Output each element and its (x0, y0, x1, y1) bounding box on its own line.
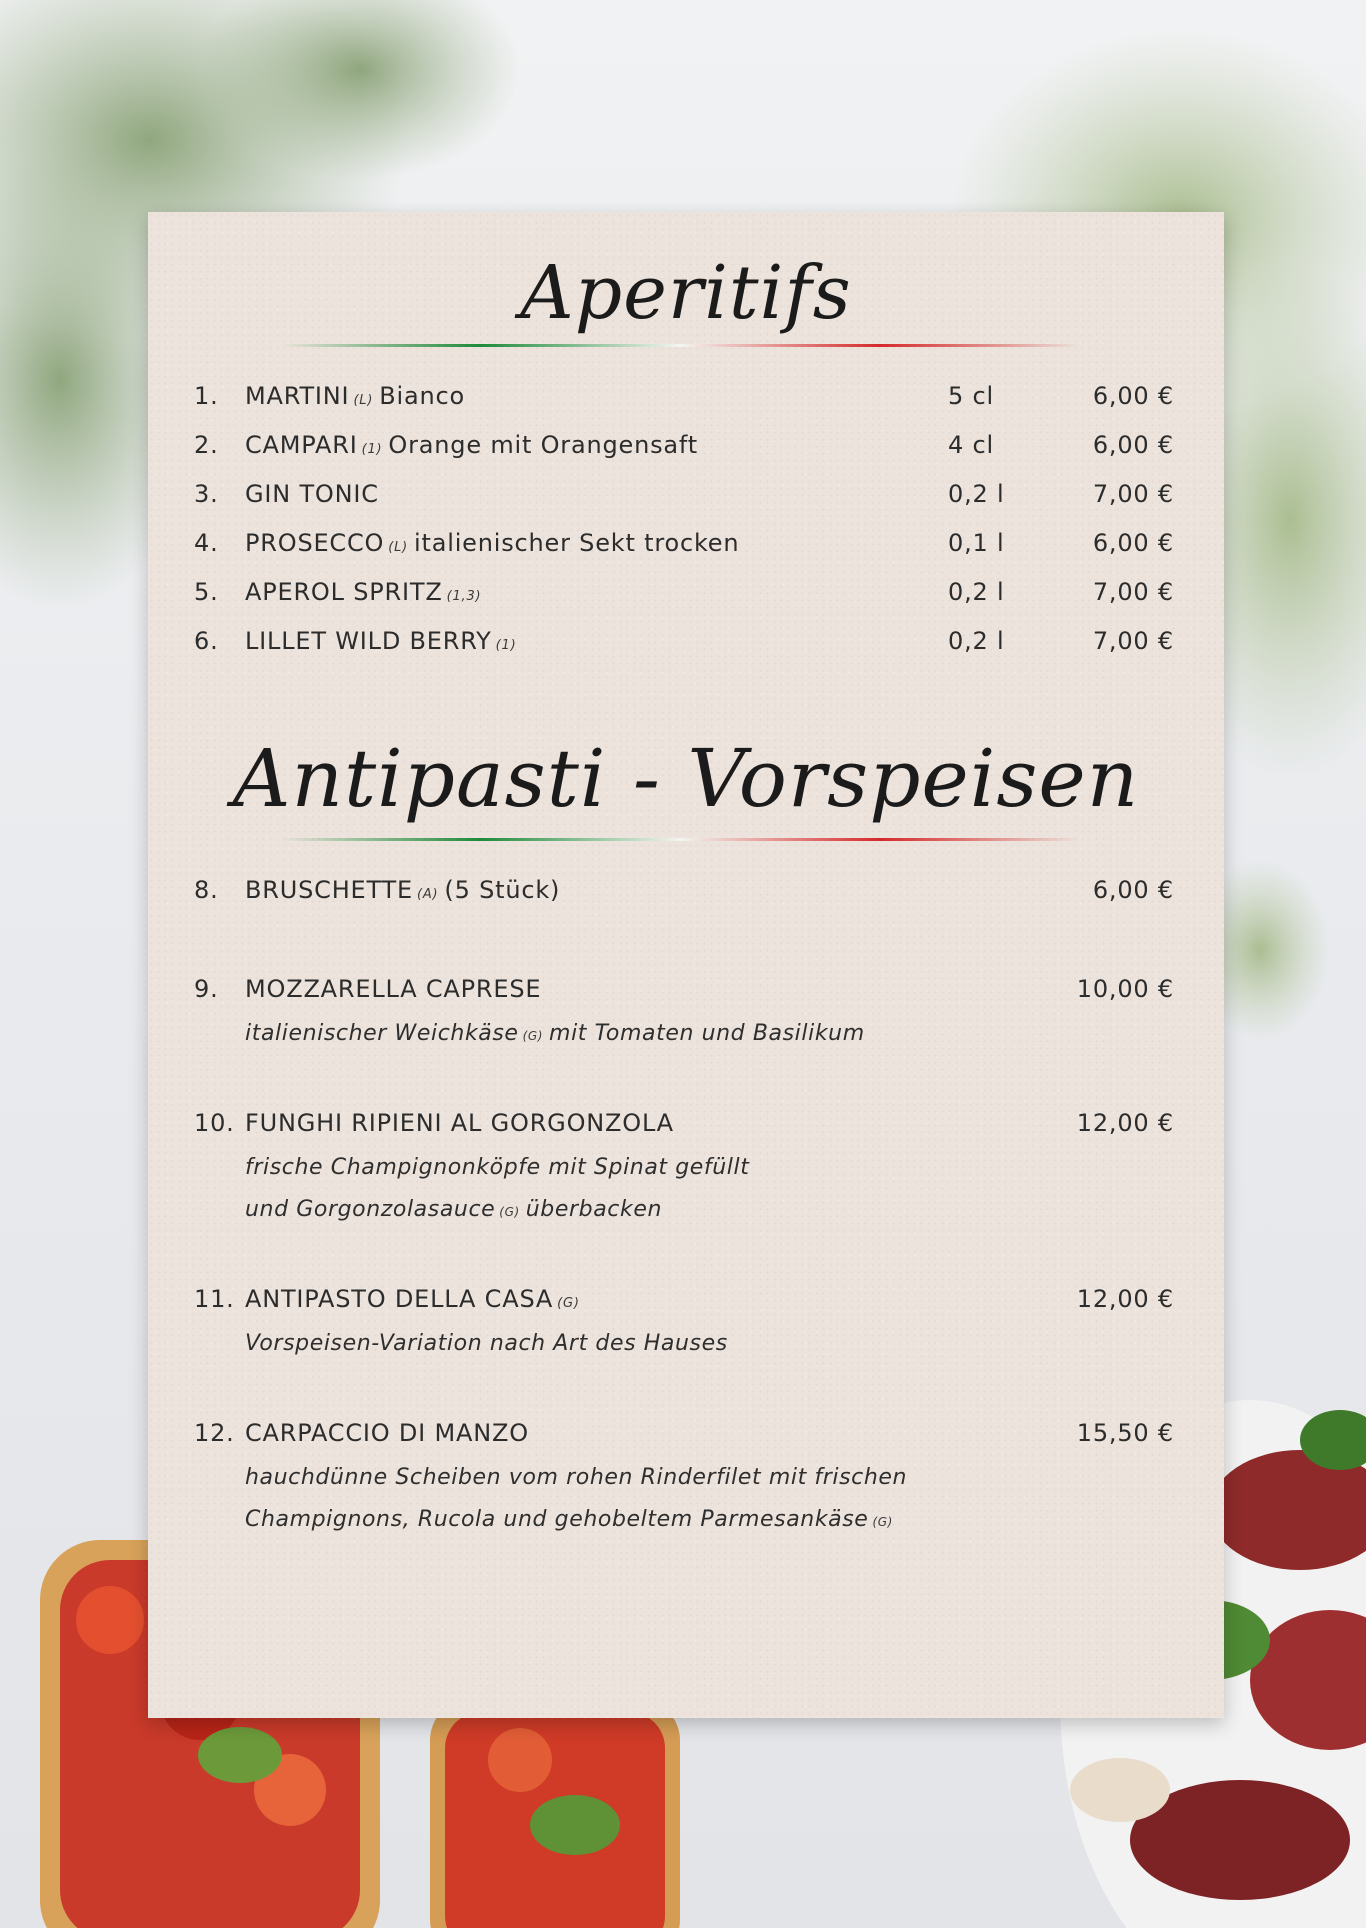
menu-item (148, 578, 1224, 614)
item-name-line (245, 627, 522, 655)
item-price: 7,00 € (1092, 578, 1174, 606)
item-number: 12. (194, 1419, 235, 1447)
menu-item (148, 1285, 1224, 1321)
menu-item (148, 876, 1224, 912)
description-text: mit Tomaten und Basilikum (549, 1021, 865, 1046)
item-name: CAMPARI (245, 431, 358, 459)
allergen-code: (L) (353, 393, 374, 408)
allergen-code: (G) (522, 1029, 544, 1043)
item-description (245, 1331, 728, 1356)
item-price: 7,00 € (1092, 627, 1174, 655)
item-name: MOZZARELLA CAPRESE (245, 975, 542, 1003)
menu-item (148, 480, 1224, 516)
item-number: 9. (194, 975, 219, 1003)
description-text: hauchdünne Scheiben vom rohen Rinderfilet mit frischen (245, 1465, 908, 1490)
tricolore-divider (280, 344, 1080, 347)
description-text: frische Champignonköpfe mit Spinat gefüllt (245, 1155, 750, 1180)
allergen-code: (1) (495, 638, 517, 653)
allergen-code: (G) (872, 1515, 893, 1529)
item-volume: 0,2 l (948, 627, 1005, 655)
menu-item (148, 431, 1224, 467)
item-volume: 5 cl (948, 382, 994, 410)
menu-item (148, 627, 1224, 663)
tricolore-divider (280, 838, 1080, 841)
item-price: 15,50 € (1076, 1419, 1174, 1447)
allergen-code: (1,3) (446, 589, 482, 604)
item-detail: (5 Stück) (444, 876, 561, 904)
allergen-code: (G) (499, 1205, 520, 1219)
item-name: CARPACCIO DI MANZO (245, 1419, 529, 1447)
item-description (245, 1465, 907, 1490)
item-number: 11. (194, 1285, 235, 1313)
item-detail: Bianco (379, 382, 465, 410)
item-volume: 0,1 l (948, 529, 1005, 557)
item-name-line (245, 529, 739, 557)
description-text: Vorspeisen-Variation nach Art des Hauses (245, 1331, 728, 1356)
menu-item (148, 1109, 1224, 1145)
description-text: Champignons, Rucola und gehobeltem Parmesankäse (245, 1507, 869, 1532)
allergen-code: (G) (557, 1296, 580, 1311)
item-number: 4. (194, 529, 219, 557)
item-name-line (245, 1419, 529, 1447)
item-detail: Orange mit Orangensaft (388, 431, 698, 459)
item-price: 7,00 € (1092, 480, 1174, 508)
allergen-code: (1) (361, 442, 383, 457)
item-detail: italienischer Sekt trocken (414, 529, 740, 557)
item-description (245, 1507, 899, 1532)
item-volume: 0,2 l (948, 480, 1005, 508)
description-text: italienischer Weichkäse (245, 1021, 519, 1046)
item-name-line (245, 876, 560, 904)
menu-item (148, 975, 1224, 1011)
item-name: BRUSCHETTE (245, 876, 413, 904)
item-description (245, 1155, 749, 1180)
item-number: 8. (194, 876, 219, 904)
item-name: MARTINI (245, 382, 350, 410)
item-volume: 4 cl (948, 431, 994, 459)
section-title-antipasti: Antipasti - Vorspeisen (232, 732, 1140, 825)
item-name-line (245, 1109, 674, 1137)
item-name: ANTIPASTO DELLA CASA (245, 1285, 554, 1313)
item-description (245, 1197, 662, 1222)
menu-item (148, 382, 1224, 418)
item-name-line (245, 578, 487, 606)
item-number: 1. (194, 382, 219, 410)
item-description (245, 1021, 865, 1046)
item-name: APEROL SPRITZ (245, 578, 443, 606)
item-number: 3. (194, 480, 219, 508)
item-name: LILLET WILD BERRY (245, 627, 492, 655)
item-price: 12,00 € (1076, 1109, 1174, 1137)
item-price: 6,00 € (1092, 876, 1174, 904)
item-price: 6,00 € (1092, 529, 1174, 557)
item-name: PROSECCO (245, 529, 385, 557)
item-volume: 0,2 l (948, 578, 1005, 606)
item-number: 5. (194, 578, 219, 606)
item-price: 12,00 € (1076, 1285, 1174, 1313)
description-text: überbacken (525, 1197, 663, 1222)
allergen-code: (A) (416, 887, 439, 902)
item-name-line (245, 975, 541, 1003)
item-price: 6,00 € (1092, 431, 1174, 459)
menu-item (148, 529, 1224, 565)
item-name-line (245, 480, 379, 508)
section-title-aperitifs: Aperitifs (520, 250, 852, 336)
item-number: 10. (194, 1109, 235, 1137)
item-price: 6,00 € (1092, 382, 1174, 410)
item-name-line (245, 382, 465, 410)
item-name-line (245, 1285, 586, 1313)
item-name: FUNGHI RIPIENI AL GORGONZOLA (245, 1109, 674, 1137)
menu-card (148, 212, 1224, 1718)
item-name-line (245, 431, 698, 459)
description-text: und Gorgonzolasauce (245, 1197, 496, 1222)
item-number: 2. (194, 431, 219, 459)
allergen-code: (L) (388, 540, 409, 555)
menu-item (148, 1419, 1224, 1455)
item-price: 10,00 € (1076, 975, 1174, 1003)
item-name: GIN TONIC (245, 480, 379, 508)
item-number: 6. (194, 627, 219, 655)
